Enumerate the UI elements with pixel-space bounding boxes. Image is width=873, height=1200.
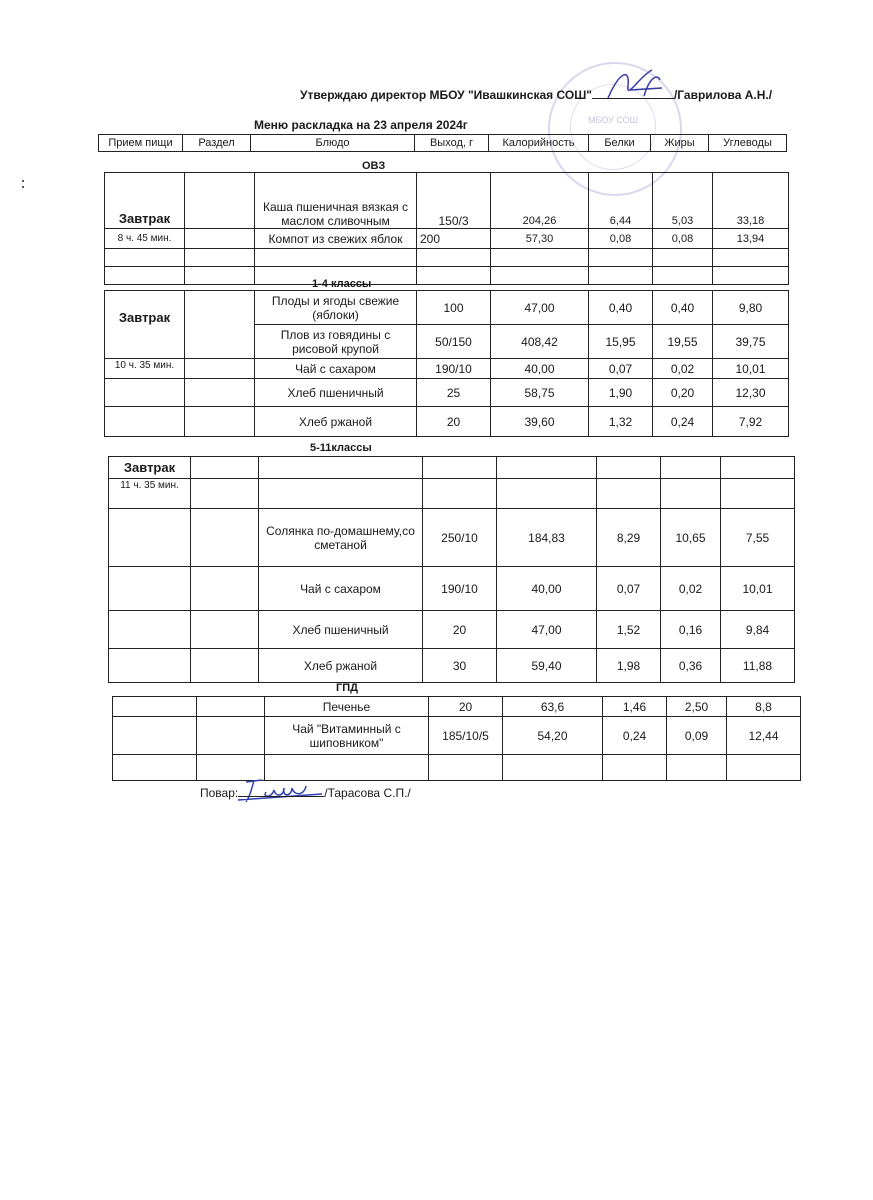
fat-cell: 0,08 — [653, 229, 713, 249]
fat-cell: 10,65 — [661, 509, 721, 567]
grades-1-4-table — [104, 290, 789, 437]
empty-cell — [497, 479, 597, 509]
empty-cell — [503, 755, 603, 781]
empty-cell — [185, 249, 255, 267]
protein-cell: 0,40 — [589, 291, 653, 325]
table-row — [109, 649, 795, 683]
section-cell — [185, 229, 255, 249]
header-cell: Прием пищи — [99, 135, 183, 152]
empty-cell — [597, 457, 661, 479]
table-row — [105, 379, 789, 407]
section-cell — [185, 407, 255, 437]
empty-cell — [105, 407, 185, 437]
table-row — [105, 407, 789, 437]
kcal-cell: 47,00 — [491, 291, 589, 325]
protein-cell: 15,95 — [589, 325, 653, 359]
output-cell: 50/150 — [417, 325, 491, 359]
carb-cell: 9,84 — [721, 611, 795, 649]
kcal-cell: 59,40 — [497, 649, 597, 683]
section-cell — [191, 509, 259, 567]
approval-text: Утверждаю директор МБОУ "Ивашкинская СОШ" — [300, 88, 592, 102]
meal-name: Завтрак — [105, 291, 185, 359]
carb-cell: 9,80 — [713, 291, 789, 325]
empty-cell — [589, 249, 653, 267]
section-cell — [191, 611, 259, 649]
kcal-cell: 40,00 — [497, 567, 597, 611]
cook-name: /Тарасова С.П./ — [324, 786, 411, 800]
output-cell: 20 — [429, 697, 503, 717]
section-cell — [185, 379, 255, 407]
kcal-cell: 57,30 — [491, 229, 589, 249]
table-row — [109, 509, 795, 567]
protein-cell: 0,07 — [597, 567, 661, 611]
empty-cell — [727, 755, 801, 781]
empty-cell — [109, 649, 191, 683]
carb-cell: 33,18 — [713, 173, 789, 229]
output-cell: 190/10 — [423, 567, 497, 611]
dish-cell: Солянка по-домашнему,со сметаной — [259, 509, 423, 567]
section-label-1-4: 1-4 классы — [312, 278, 372, 290]
empty-cell — [497, 457, 597, 479]
fat-cell: 2,50 — [667, 697, 727, 717]
empty-cell — [661, 457, 721, 479]
ovz-table — [104, 172, 789, 285]
meal-time: 8 ч. 45 мин. — [105, 229, 185, 249]
output-cell: 20 — [423, 611, 497, 649]
table-row — [113, 717, 801, 755]
stamp-text: МБОУ СОШ — [588, 115, 638, 125]
empty-cell — [259, 457, 423, 479]
dish-cell: Каша пшеничная вязкая с маслом сливочным — [255, 173, 417, 229]
empty-cell — [661, 479, 721, 509]
empty-cell — [191, 479, 259, 509]
empty-cell — [603, 755, 667, 781]
dish-cell: Чай с сахаром — [255, 359, 417, 379]
empty-cell — [597, 479, 661, 509]
table-row — [109, 567, 795, 611]
protein-cell: 1,46 — [603, 697, 667, 717]
protein-cell: 0,07 — [589, 359, 653, 379]
header-cell: Блюдо — [251, 135, 415, 152]
empty-cell — [667, 755, 727, 781]
scan-mark — [22, 186, 24, 188]
table-row — [105, 267, 789, 285]
empty-cell — [255, 249, 417, 267]
header-cell: Раздел — [183, 135, 251, 152]
carb-cell: 13,94 — [713, 229, 789, 249]
empty-cell — [113, 755, 197, 781]
output-cell: 20 — [417, 407, 491, 437]
kcal-cell: 40,00 — [491, 359, 589, 379]
header-cell: Жиры — [651, 135, 709, 152]
section-label-ovz: ОВЗ — [362, 160, 386, 172]
carb-cell: 10,01 — [713, 359, 789, 379]
output-cell: 30 — [423, 649, 497, 683]
output-cell: 100 — [417, 291, 491, 325]
fat-cell: 0,20 — [653, 379, 713, 407]
empty-cell — [417, 267, 491, 285]
empty-cell — [259, 479, 423, 509]
table-row — [105, 173, 789, 229]
gpd-table — [112, 696, 801, 781]
section-cell — [185, 359, 255, 379]
header-cell: Калорийность — [489, 135, 589, 152]
dish-cell: Компот из свежих яблок — [255, 229, 417, 249]
dish-cell: Хлеб пшеничный — [255, 379, 417, 407]
cook-signature-line — [238, 786, 324, 797]
empty-cell — [105, 249, 185, 267]
dish-cell: Чай с сахаром — [259, 567, 423, 611]
section-cell — [197, 697, 265, 717]
output-cell: 150/3 — [417, 173, 491, 229]
section-cell — [191, 567, 259, 611]
empty-cell — [191, 457, 259, 479]
header-table — [98, 134, 787, 152]
section-label-5-11: 5-11классы — [310, 442, 372, 454]
protein-cell: 0,08 — [589, 229, 653, 249]
dish-cell: Хлеб пшеничный — [259, 611, 423, 649]
table-row — [109, 457, 795, 479]
kcal-cell: 47,00 — [497, 611, 597, 649]
header-row — [99, 135, 787, 152]
output-cell: 200 — [417, 229, 491, 249]
cook-label: Повар: — [200, 786, 239, 800]
protein-cell: 6,44 — [589, 173, 653, 229]
empty-cell — [113, 697, 197, 717]
dish-cell: Печенье — [265, 697, 429, 717]
table-row — [105, 249, 789, 267]
section-cell — [185, 291, 255, 359]
meal-name: Завтрак — [109, 457, 191, 479]
kcal-cell: 58,75 — [491, 379, 589, 407]
empty-cell — [713, 267, 789, 285]
grades-5-11-table — [108, 456, 795, 683]
table-row — [109, 479, 795, 509]
kcal-cell: 63,6 — [503, 697, 603, 717]
protein-cell: 1,98 — [597, 649, 661, 683]
carb-cell: 10,01 — [721, 567, 795, 611]
section-label-gpd: ГПД — [336, 682, 358, 694]
table-row — [113, 755, 801, 781]
empty-cell — [423, 457, 497, 479]
header-cell: Углеводы — [709, 135, 787, 152]
cook-line — [200, 786, 411, 800]
dish-cell: Хлеб ржаной — [259, 649, 423, 683]
carb-cell: 7,92 — [713, 407, 789, 437]
table-row — [113, 697, 801, 717]
director-name: /Гаврилова А.Н./ — [673, 88, 773, 102]
signature-line — [592, 88, 674, 99]
carb-cell: 12,44 — [727, 717, 801, 755]
empty-cell — [491, 249, 589, 267]
table-row — [105, 291, 789, 325]
approval-line — [300, 88, 772, 102]
protein-cell: 1,32 — [589, 407, 653, 437]
meal-time: 11 ч. 35 мин. — [109, 479, 191, 509]
empty-cell — [417, 249, 491, 267]
empty-cell — [113, 717, 197, 755]
output-cell: 25 — [417, 379, 491, 407]
fat-cell: 0,16 — [661, 611, 721, 649]
dish-cell: Хлеб ржаной — [255, 407, 417, 437]
empty-cell — [109, 611, 191, 649]
dish-cell: Плов из говядины с рисовой крупой — [255, 325, 417, 359]
fat-cell: 5,03 — [653, 173, 713, 229]
fat-cell: 0,02 — [653, 359, 713, 379]
meal-time: 10 ч. 35 мин. — [105, 359, 185, 379]
output-cell: 250/10 — [423, 509, 497, 567]
empty-cell — [423, 479, 497, 509]
empty-cell — [105, 267, 185, 285]
fat-cell: 0,40 — [653, 291, 713, 325]
kcal-cell: 408,42 — [491, 325, 589, 359]
empty-cell — [491, 267, 589, 285]
table-row — [109, 611, 795, 649]
empty-cell — [429, 755, 503, 781]
carb-cell: 8,8 — [727, 697, 801, 717]
protein-cell: 1,52 — [597, 611, 661, 649]
kcal-cell: 204,26 — [491, 173, 589, 229]
protein-cell: 0,24 — [603, 717, 667, 755]
empty-cell — [721, 479, 795, 509]
fat-cell: 0,02 — [661, 567, 721, 611]
carb-cell: 39,75 — [713, 325, 789, 359]
protein-cell: 8,29 — [597, 509, 661, 567]
table-row — [105, 229, 789, 249]
protein-cell: 1,90 — [589, 379, 653, 407]
fat-cell: 0,36 — [661, 649, 721, 683]
dish-cell: Чай "Витаминный с шиповником" — [265, 717, 429, 755]
empty-cell — [185, 267, 255, 285]
empty-cell — [653, 267, 713, 285]
page-title: Меню раскладка на 23 апреля 2024г — [254, 118, 468, 132]
empty-cell — [109, 509, 191, 567]
empty-cell — [105, 379, 185, 407]
carb-cell: 11,88 — [721, 649, 795, 683]
empty-cell — [653, 249, 713, 267]
table-row — [105, 359, 789, 379]
output-cell: 190/10 — [417, 359, 491, 379]
carb-cell: 12,30 — [713, 379, 789, 407]
empty-cell — [109, 567, 191, 611]
kcal-cell: 184,83 — [497, 509, 597, 567]
kcal-cell: 54,20 — [503, 717, 603, 755]
scan-mark — [22, 180, 24, 182]
empty-cell — [713, 249, 789, 267]
meal-name: Завтрак — [105, 173, 185, 229]
carb-cell: 7,55 — [721, 509, 795, 567]
fat-cell: 19,55 — [653, 325, 713, 359]
fat-cell: 0,24 — [653, 407, 713, 437]
section-cell — [191, 649, 259, 683]
kcal-cell: 39,60 — [491, 407, 589, 437]
header-cell: Выход, г — [415, 135, 489, 152]
output-cell: 185/10/5 — [429, 717, 503, 755]
empty-cell — [721, 457, 795, 479]
section-cell — [197, 717, 265, 755]
section-cell — [185, 173, 255, 229]
empty-cell — [589, 267, 653, 285]
dish-cell: Плоды и ягоды свежие (яблоки) — [255, 291, 417, 325]
fat-cell: 0,09 — [667, 717, 727, 755]
header-cell: Белки — [589, 135, 651, 152]
